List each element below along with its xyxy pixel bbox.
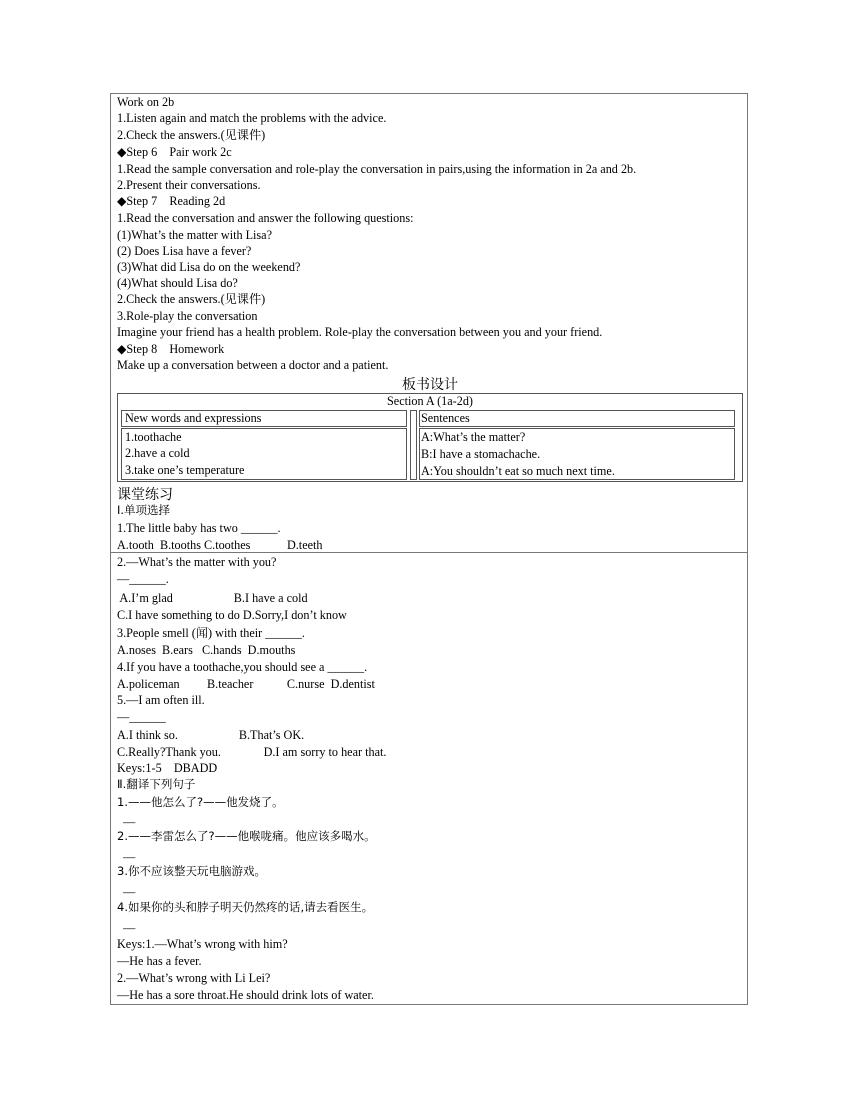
- section-title: Ⅱ.翻译下列句子: [117, 777, 196, 791]
- text-line: 3.Role-play the conversation: [117, 309, 258, 323]
- answer-blank: —: [117, 885, 136, 899]
- text-line: Work on 2b: [117, 95, 175, 109]
- text-line: Make up a conversation between a doctor and a patient.: [117, 358, 389, 372]
- question-line: (3)What did Lisa do on the weekend?: [117, 260, 301, 274]
- answer-blank: —: [117, 850, 136, 864]
- column-gap: [410, 410, 417, 480]
- answer-options: A.I think so. B.That’s OK.: [117, 728, 305, 742]
- right-item: A:What’s the matter?: [421, 430, 526, 444]
- answer-keys: Keys:1-5 DBADD: [117, 761, 218, 775]
- question-line: (4)What should Lisa do?: [117, 276, 238, 290]
- question-line: 1.The little baby has two ______.: [117, 521, 281, 535]
- question-line: 5.—I am often ill.: [117, 693, 205, 707]
- right-item: A:You shouldn’t eat so much next time.: [421, 464, 615, 478]
- answer-blank: —______: [117, 710, 166, 724]
- text-line: 2.Present their conversations.: [117, 178, 261, 192]
- answer-keys: —He has a fever.: [117, 954, 202, 968]
- translation-item: 3.你不应该整天玩电脑游戏。: [117, 864, 266, 878]
- question-line: (2) Does Lisa have a fever?: [117, 244, 252, 258]
- step-heading: ◆Step 8 Homework: [117, 342, 225, 356]
- text-line: 1.Read the conversation and answer the following questions:: [117, 211, 414, 225]
- board-table-header: Section A (1a-2d): [387, 394, 473, 408]
- answer-options: A.noses B.ears C.hands D.mouths: [117, 643, 296, 657]
- translation-item: 2.——李雷怎么了?——他喉咙痛。他应该多喝水。: [117, 829, 376, 843]
- left-column-title: New words and expressions: [125, 411, 262, 425]
- page-divider: [110, 552, 748, 553]
- step-heading: ◆Step 7 Reading 2d: [117, 194, 226, 208]
- translation-item: 1.——他怎么了?——他发烧了。: [117, 795, 284, 809]
- text-line: Imagine your friend has a health problem. Role-play the conversation between you and your friend.: [117, 325, 603, 339]
- text-line: 1.Read the sample conversation and role-play the conversation in pairs,using the information in 2a and 2b.: [117, 162, 637, 176]
- answer-keys: 2.—What’s wrong with Li Lei?: [117, 971, 271, 985]
- answer-blank: —: [117, 921, 136, 935]
- question-line: 4.If you have a toothache,you should see a ______.: [117, 660, 368, 674]
- step-heading: ◆Step 6 Pair work 2c: [117, 145, 232, 159]
- answer-options: A.I’m glad B.I have a cold: [117, 591, 308, 605]
- practice-title: 课堂练习: [117, 487, 173, 503]
- answer-options: C.Really?Thank you. D.I am sorry to hear that.: [117, 745, 387, 759]
- answer-blank: —: [117, 815, 136, 829]
- text-line: 2.Check the answers.(见课件): [117, 292, 266, 306]
- left-item: 1.toothache: [125, 430, 182, 444]
- answer-keys: —He has a sore throat.He should drink lots of water.: [117, 988, 374, 1002]
- question-line: 2.—What’s the matter with you?: [117, 555, 277, 569]
- right-column-title: Sentences: [421, 411, 470, 425]
- answer-keys: Keys:1.—What’s wrong with him?: [117, 937, 288, 951]
- board-design-title: 板书设计: [402, 377, 458, 393]
- answer-options: C.I have something to do D.Sorry,I don’t know: [117, 608, 347, 622]
- left-item: 3.take one’s temperature: [125, 463, 245, 477]
- question-line: (1)What’s the matter with Lisa?: [117, 228, 272, 242]
- answer-blank: —______.: [117, 572, 169, 586]
- answer-options: A.policeman B.teacher C.nurse D.dentist: [117, 677, 375, 691]
- text-line: 1.Listen again and match the problems with the advice.: [117, 111, 387, 125]
- text-line: 2.Check the answers.(见课件): [117, 128, 266, 142]
- question-line: 3.People smell (闻) with their ______.: [117, 626, 305, 640]
- right-item: B:I have a stomachache.: [421, 447, 541, 461]
- translation-item: 4.如果你的头和脖子明天仍然疼的话,请去看医生。: [117, 900, 374, 914]
- section-title: Ⅰ.单项选择: [117, 503, 171, 517]
- answer-options: A.tooth B.tooths C.toothes D.teeth: [117, 538, 323, 552]
- left-item: 2.have a cold: [125, 446, 190, 460]
